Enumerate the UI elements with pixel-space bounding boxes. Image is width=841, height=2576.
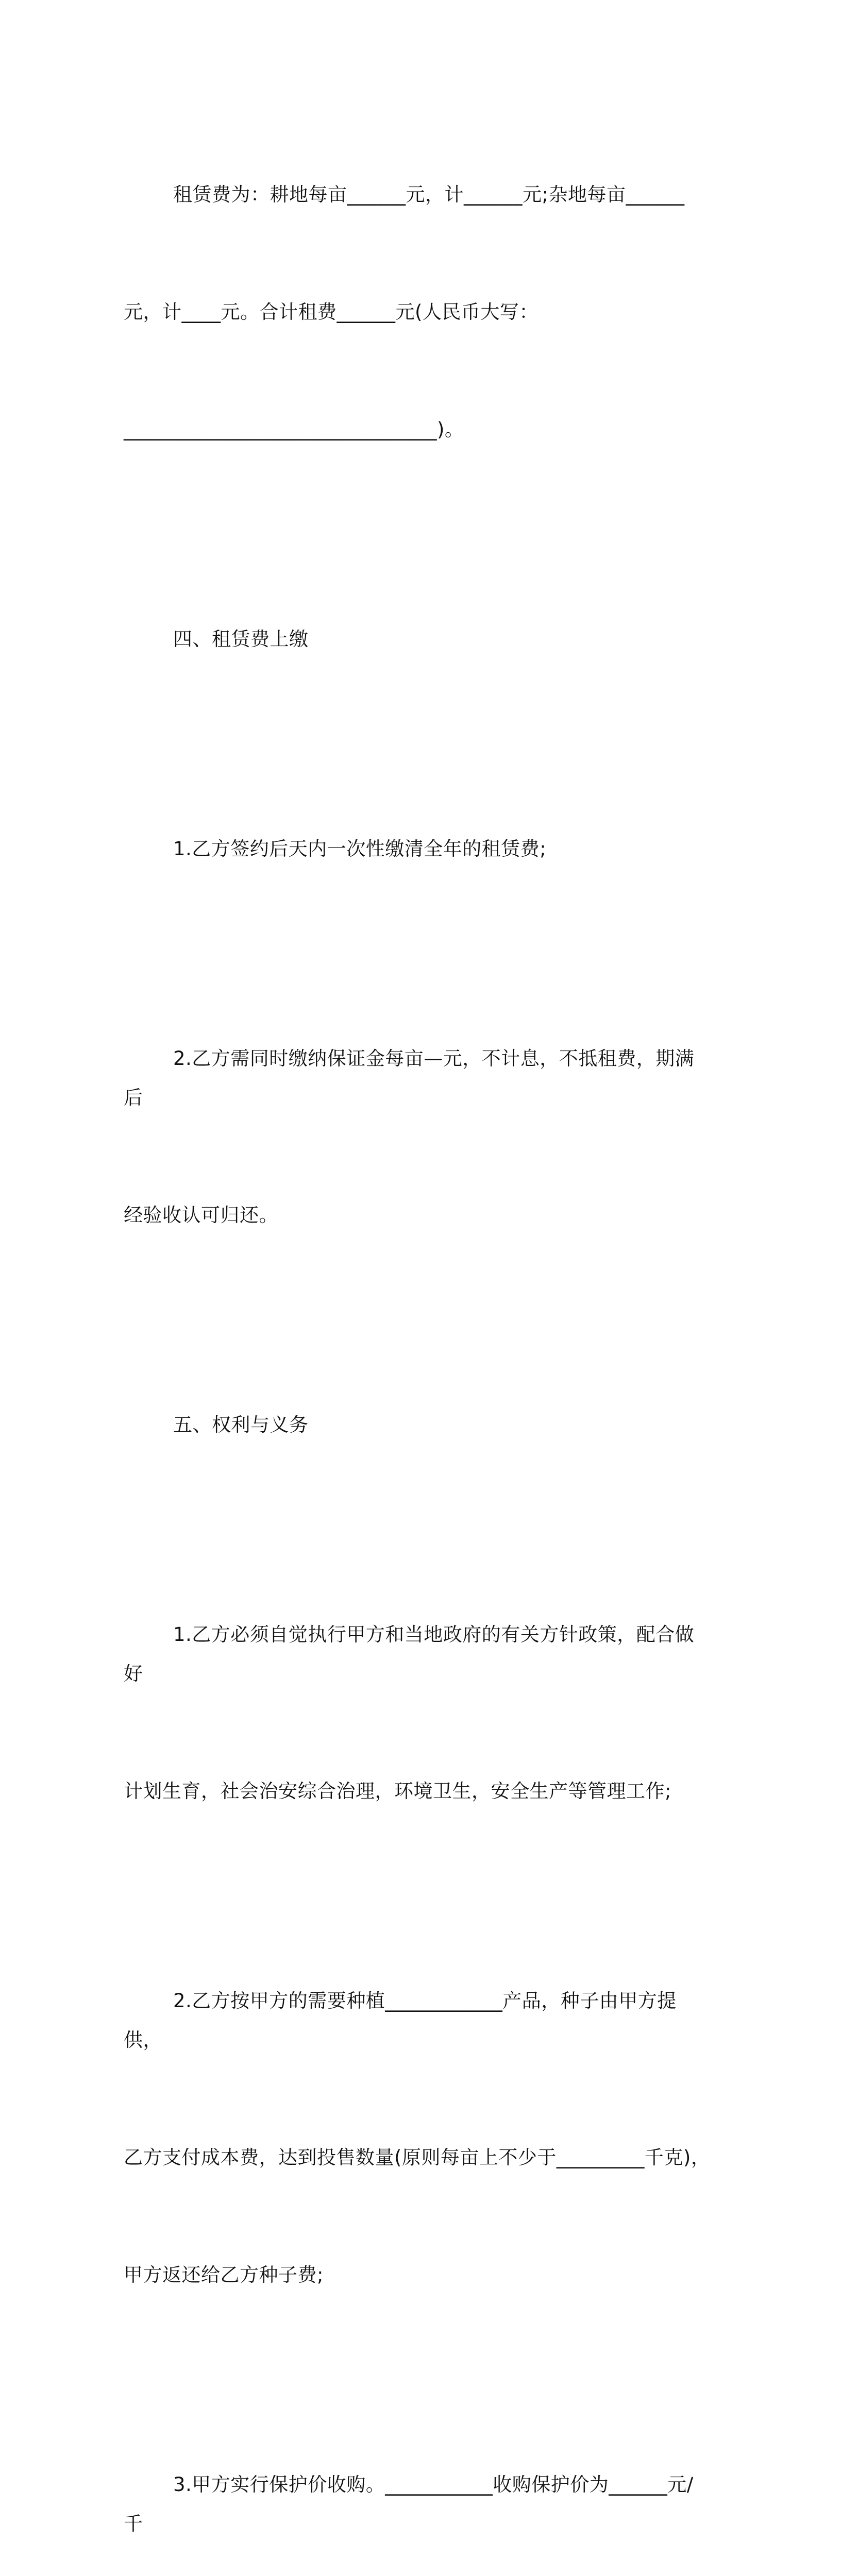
section-5-item-3 [124,2387,711,2576]
section-5-title: 五、权利与义务 [173,1414,309,1436]
section-5-item-2-line-3: 甲方返还给乙方种子费; [124,2264,324,2286]
section-4-item-2-line-1: 2.乙方需同时缴纳保证金每亩—元，不计息，不抵租费，期满后 [124,1047,695,1109]
document-body [124,97,711,2576]
section-5-item-1 [124,1537,711,1889]
section-4-heading [124,541,711,737]
section-4-item-2 [124,961,711,1313]
section-5-heading [124,1327,711,1523]
section-4-item-1 [124,751,711,947]
section-4-item-1-line-1: 1.乙方签约后天内一次性缴清全年的租赁费; [173,838,547,860]
section-5-item-2-line-2: 乙方支付成本费，达到投售数量(原则每亩上不少于_________千克)， [124,2146,711,2168]
rent-fee-line-3: ________________________________)。 [124,418,464,440]
rent-fee-line-1: 租赁费为：耕地每亩______元，计______元;杂地每亩______ [173,183,685,206]
rent-fee-paragraph [124,97,711,528]
rent-fee-line-2: 元，计____元。合计租费______元(人民币大写： [124,301,539,323]
section-5-item-1-line-2: 计划生育，社会治安综合治理，环境卫生，安全生产等管理工作; [124,1780,671,1802]
section-5-item-2 [124,1903,711,2373]
section-5-item-3-line-1: 3.甲方实行保护价收购。___________收购保护价为______元/千 [124,2473,694,2535]
section-4-item-2-line-2: 经验收认可归还。 [124,1204,278,1226]
section-5-item-1-line-1: 1.乙方必须自觉执行甲方和当地政府的有关方针政策，配合做好 [124,1623,695,1685]
section-5-item-2-line-1: 2.乙方按甲方的需要种植____________产品，种子由甲方提供， [124,1990,677,2051]
section-4-title: 四、租赁费上缴 [173,628,309,650]
